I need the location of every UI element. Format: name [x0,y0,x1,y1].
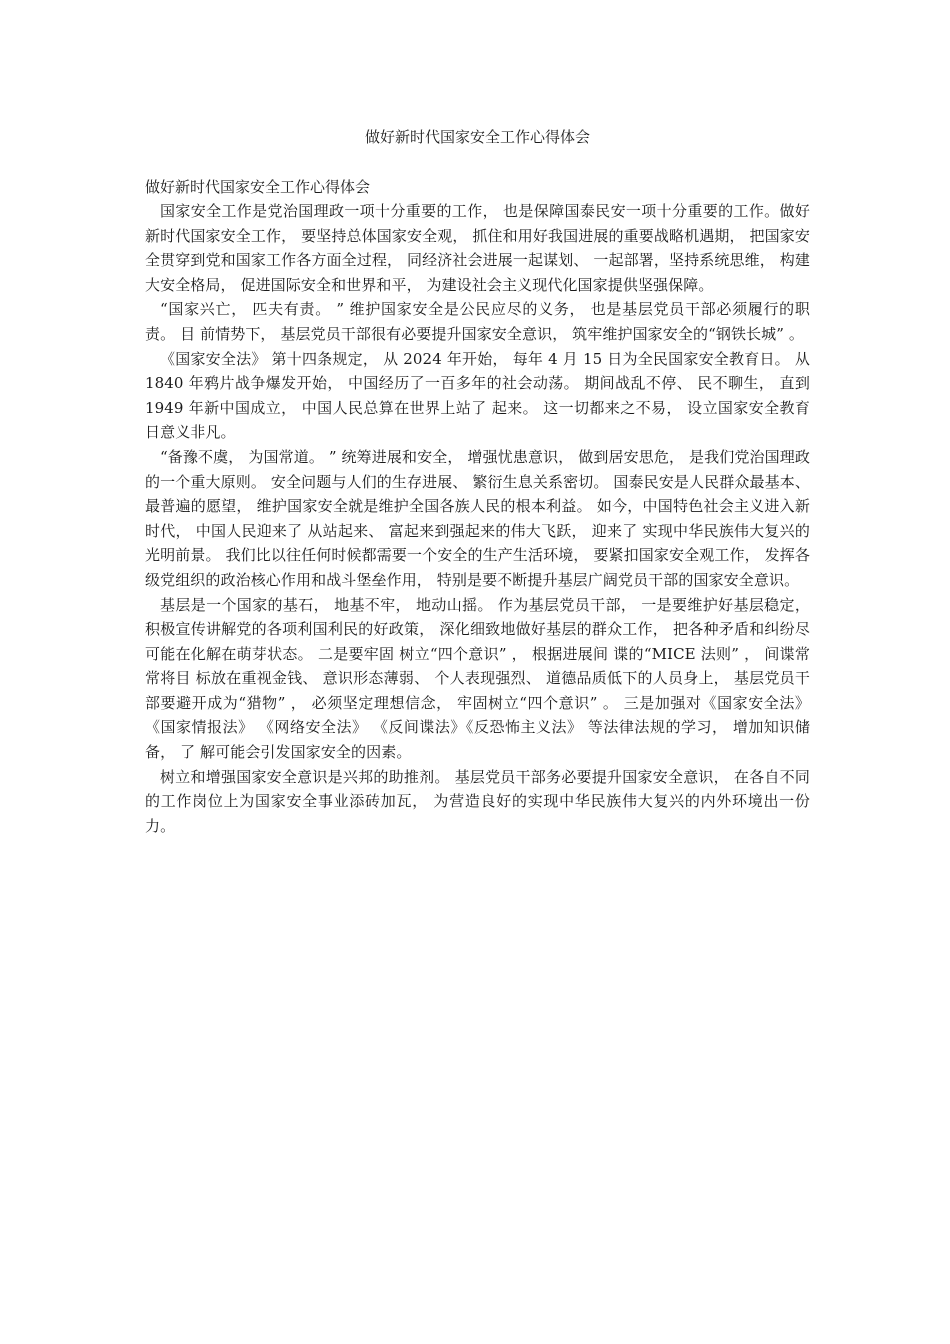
paragraph-4: “备豫不虞， 为国常道。 ” 统筹进展和安全， 增强忧患意识， 做到居安思危， 是我们党治国理政的一个重大原则。 安全问题与人们的生存进展、 繁衍生息关系密切。 国泰民安是人民群众最基本、 最普遍的愿望， 维护国家安全就是维护全国各族人民的根本利益。 如今，中国特色社会主义进入新时代， 中国人民迎来了 从站起来、 富起来到强起来的伟大飞跃， 迎来了 实现中华民族伟大复兴的光明前景。 我们比以往任何时候都需要一个安全的生产生活环境， 要紧扣国家安全观工作， 发挥各级党组织的政治核心作用和战斗堡垒作用， 特别是要不断提升基层广阔党员干部的国家安全意识。 [145,447,810,589]
document-page [145,125,810,838]
paragraph-3: 《国家安全法》 第十四条规定， 从 2024 年开始， 每年 4 月 15 日为全民国家安全教育日。 从 1840 年鸦片战争爆发开始， 中国经历了一百多年的社会动荡。 期间战乱不停、 民不聊生， 直到 1949 年新中国成立， 中国人民总算在世界上站了 起来。 这一切都来之不易， 设立国家安全教育日意义非凡。 [145,349,810,442]
paragraph-6: 树立和增强国家安全意识是兴邦的助推剂。 基层党员干部务必要提升国家安全意识， 在各自不同的工作岗位上为国家安全事业添砖加瓦， 为营造良好的实现中华民族伟大复兴的内外环境出一份力。 [145,767,810,835]
document-subtitle: 做好新时代国家安全工作心得体会 [145,178,371,196]
paragraph-1: 国家安全工作是党治国理政一项十分重要的工作， 也是保障国泰民安一项十分重要的工作。做好新时代国家安全工作， 要坚持总体国家安全观， 抓住和用好我国进展的重要战略机遇期， 把国家安全贯穿到党和国家工作各方面全过程， 同经济社会进展一起谋划、 一起部署，坚持系统思维， 构建大安全格局， 促进国际安全和世界和平， 为建设社会主义现代化国家提供坚强保障。 [145,202,810,294]
paragraph-5: 基层是一个国家的基石， 地基不牢， 地动山摇。 作为基层党员干部， 一是要维护好基层稳定， 积极宣传讲解党的各项利国利民的好政策， 深化细致地做好基层的群众工作， 把各种矛盾和纠纷尽可能在化解在萌芽状态。 二是要牢固 树立“四个意识” ， 根据进展间 谍的“MICE 法则” ， 间谍常常将目 标放在重视金钱、 意识形态薄弱、 个人表现强烈、 道德品质低下的人员身上， 基层党员干部要避开成为“猎物” ， 必须坚定理想信念， 牢固树立“四个意识” 。 三是加强对《国家安全法》 《国家情报法》 《网络安全法》 《反间谍法》《反恐怖主义法》 等法律法规的学习， 增加知识储备， 了 解可能会引发国家安全的因素。 [145,595,810,762]
paragraph-2: “国家兴亡， 匹夫有责。 ” 维护国家安全是公民应尽的义务， 也是基层党员干部必须履行的职责。 目 前情势下， 基层党员干部很有必要提升国家安全意识， 筑牢维护国家安全的“钢铁长城” 。 [145,300,810,343]
document-title: 做好新时代国家安全工作心得体会 [364,128,590,146]
